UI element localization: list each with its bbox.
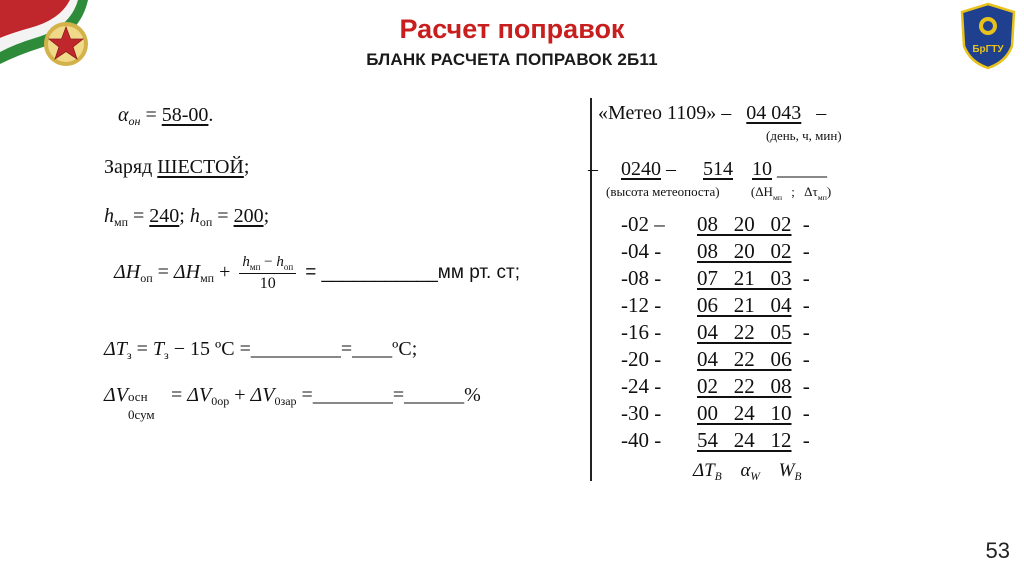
delta-t-tail: − 15 ºC =_________=____ºC; [173,338,418,360]
meteo-row: -40 - 54 24 12 - [621,428,810,452]
alpha-line: $\alpha_{он} = 58-00$. [118,104,214,128]
column-divider [590,98,592,481]
delta-tau-value: 10 [752,158,772,180]
page-number: 53 [985,538,1010,563]
meteo-code: 04 043 [746,102,802,124]
slide-subtitle: БЛАНК РАСЧЕТА ПОПРАВОК 2Б11 [366,50,658,69]
meteo-row: -12 - 06 21 04 - [621,293,810,317]
alpha-symbol: α [118,104,129,126]
slide-title: Расчет поправок [399,14,625,44]
meteo-params-hint: (высота метеопоста) ($\Delta H_{мп}$ ; $\Delta\tau_{мп}$) [606,184,832,202]
meteo-hint: (день, ч, мин) [766,128,842,143]
badge-text: БрГТУ [972,44,1004,55]
meteo-row: -24 - 02 22 08 - [621,374,810,398]
meteo-row: -04 - 08 20 02 - [621,239,810,263]
meteo-row: -02 – 08 20 02 - [621,212,810,236]
h-mp-value: 240 [149,205,180,227]
meteo-row: -08 - 07 21 03 - [621,266,810,290]
charge-value: ШЕСТОЙ [157,156,244,178]
delta-v-line: ΔV осн 0сум = $\Delta V_{0ор} + \Delta V_{0зар}$ =________=______% [104,384,481,422]
meteo-row: -16 - 04 22 05 - [621,320,810,344]
meteo-columns-footer: $\Delta T_B$ $\alpha_W$ $W_B$ [693,460,802,483]
height-fraction: $\frac{h_{мп} - h_{оп}}{10}$ [239,254,296,293]
meteo-row: -20 - 04 22 06 - [621,347,810,371]
delta-t-line: $\Delta T_з = T_з - 15$ ºC =_________=____ºC; [104,338,418,362]
delta-h-result: = ___________мм рт. ст; [305,262,520,284]
delta-v-tail: =________=______% [301,384,481,406]
meteo-line: «Метео 1109» – 04 043 – [598,102,827,124]
alpha-value: 58-00 [161,104,209,126]
h-op-value: 200 [233,205,264,227]
heights-line: $h_{мп} = 240$; $h_{оп} = 200$; [104,205,270,229]
delta-h-mp-value: 514 [703,158,733,180]
meteo-row: -30 - 00 24 10 - [621,401,810,425]
charge-line: Заряд ШЕСТОЙ; [104,156,250,178]
station-height-value: 0240 [621,158,661,180]
meteo-params-line: – 0240 – 514 10 _____ [588,158,827,180]
delta-h-formula: $\Delta H_{оп} = \Delta H_{мп}$ + $\frac{h_{мп} - h_{оп}}{10}$ = ___________мм рт. ст; [114,254,520,292]
